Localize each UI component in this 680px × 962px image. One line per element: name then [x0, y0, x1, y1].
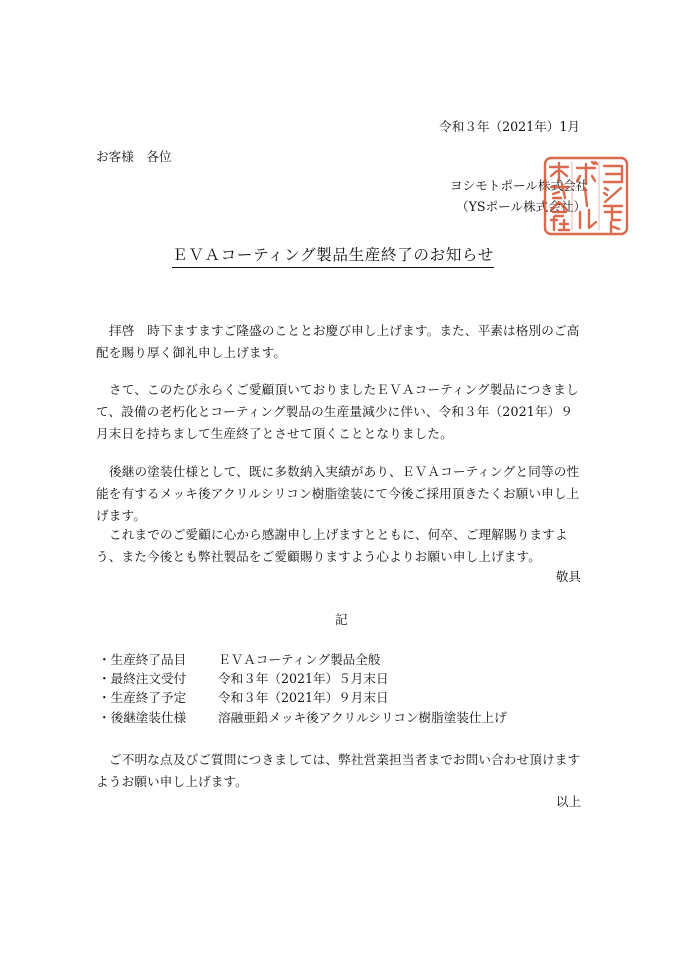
list-item [98, 651, 380, 669]
list-item-label: ・後継塗装仕様 [98, 710, 187, 725]
company-name: ヨシモトポール株式会社 [450, 178, 589, 193]
recipient: お客様 各位 [96, 149, 172, 164]
body-paragraph-successor: 後継の塗装仕様として、既に多数納入実績があり、ＥＶＡコーティングと同等の性能を有するメッキ後アクリルシリコン樹脂塗装にて今後ご採用頂きたくお願い申し上げます。 [96, 464, 580, 523]
list-item [98, 689, 389, 707]
body-paragraph-thanks: これまでのご愛顧に心から感謝申し上げますとともに、何卒、ご理解賜りますよう、また今後とも弊社製品をご愛顧賜りますよう心よりお願い申し上げます。 [96, 527, 568, 564]
list-item-value: 令和３年（2021年）５月末日 [218, 671, 389, 686]
closing-ijo: 以上 [555, 794, 581, 809]
company-alias: （YSポール株式会社） [456, 199, 587, 214]
list-item-label: ・最終注文受付 [98, 671, 187, 686]
body-paragraph-announcement: さて、このたび永らくご愛顧頂いておりましたＥＶＡコーティング製品につきまして、設備の老朽化とコーティング製品の生産量減少に伴い、令和３年（2021年）９月末日を持ちまして生産終了とさせて頂くこととなりました。 [96, 382, 579, 441]
list-item-value: 溶融亜鉛メッキ後アクリルシリコン樹脂塗装仕上げ [218, 710, 507, 725]
list-item [98, 709, 507, 727]
notes-heading: 記 [335, 612, 348, 627]
list-item-value: 令和３年（2021年）９月末日 [218, 690, 389, 705]
list-item-label: ・生産終了品目 [98, 652, 187, 667]
closing-paragraph: ご不明な点及びご質問につきましては、弊社営業担当者までお問い合わせ頂けますようお願い申し上げます。 [96, 752, 581, 789]
list-item-value: ＥＶＡコーティング製品全般 [218, 652, 381, 667]
date: 令和３年（2021年）1月 [439, 119, 580, 134]
list-item-label: ・生産終了予定 [98, 690, 187, 705]
body-paragraph-greeting: 拝啓 時下ますますご隆盛のこととお慶び申し上げます。また、平素は格別のご高配を賜り厚く御礼申し上げます。 [96, 323, 580, 360]
document-title: ＥＶＡコーティング製品生産終了のお知らせ [172, 248, 494, 268]
company-seal-stamp [541, 154, 631, 238]
list-item [98, 670, 389, 688]
closing-keigu: 敬具 [555, 569, 581, 584]
